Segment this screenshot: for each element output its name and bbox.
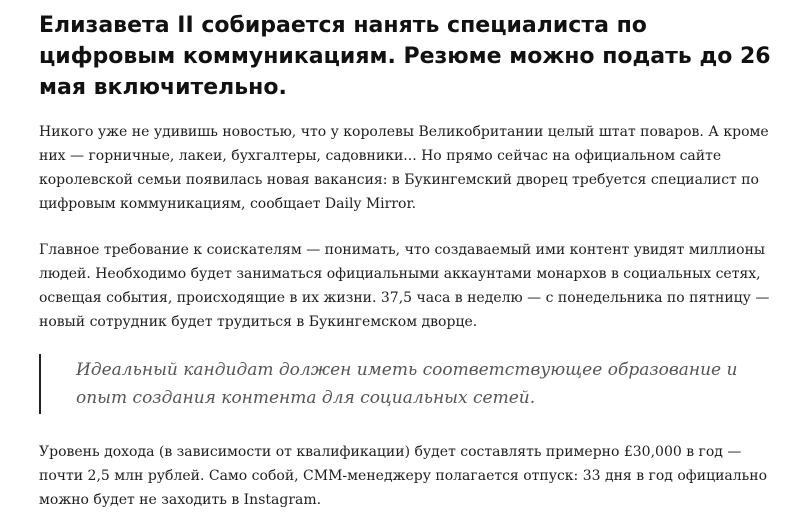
- article: [39, 10, 779, 512]
- article-paragraph-3: Уровень дохода (в зависимости от квалификации) будет составлять примерно £30,000 в год — почти 2,5 млн рублей. Само собой, СММ-менеджеру полагается отпуск: 33 дня в год официально можно будет не заходить в Instagram.: [39, 444, 768, 508]
- pull-quote: Идеальный кандидат должен иметь соответствующее образование и опыт создания контента для социальных сетей.: [39, 354, 779, 414]
- article-headline: Елизавета II собирается нанять специалиста по цифровым коммуникациям. Резюме можно подать до 26 мая включительно.: [39, 13, 771, 100]
- article-paragraph-2: Главное требование к соискателям — понимать, что создаваемый ими контент увидят миллионы людей. Необходимо будет заниматься официальными аккаунтами монархов в социальных сетях, освещая события, происходящие в их жизни. 37,5 часа в неделю — с понедельника по пятницу — новый сотрудник будет трудиться в Букингемском дворце.: [39, 242, 770, 330]
- article-paragraph-1: Никого уже не удивишь новостью, что у королевы Великобритании целый штат поваров. А кроме них — горничные, лакеи, бухгалтеры, садовники... Но прямо сейчас на официальном сайте королевской семьи появилась новая вакансия: в Букингемский дворец требуется специалист по цифровым коммуникациям, сообщает Daily Mirror.: [39, 124, 769, 212]
